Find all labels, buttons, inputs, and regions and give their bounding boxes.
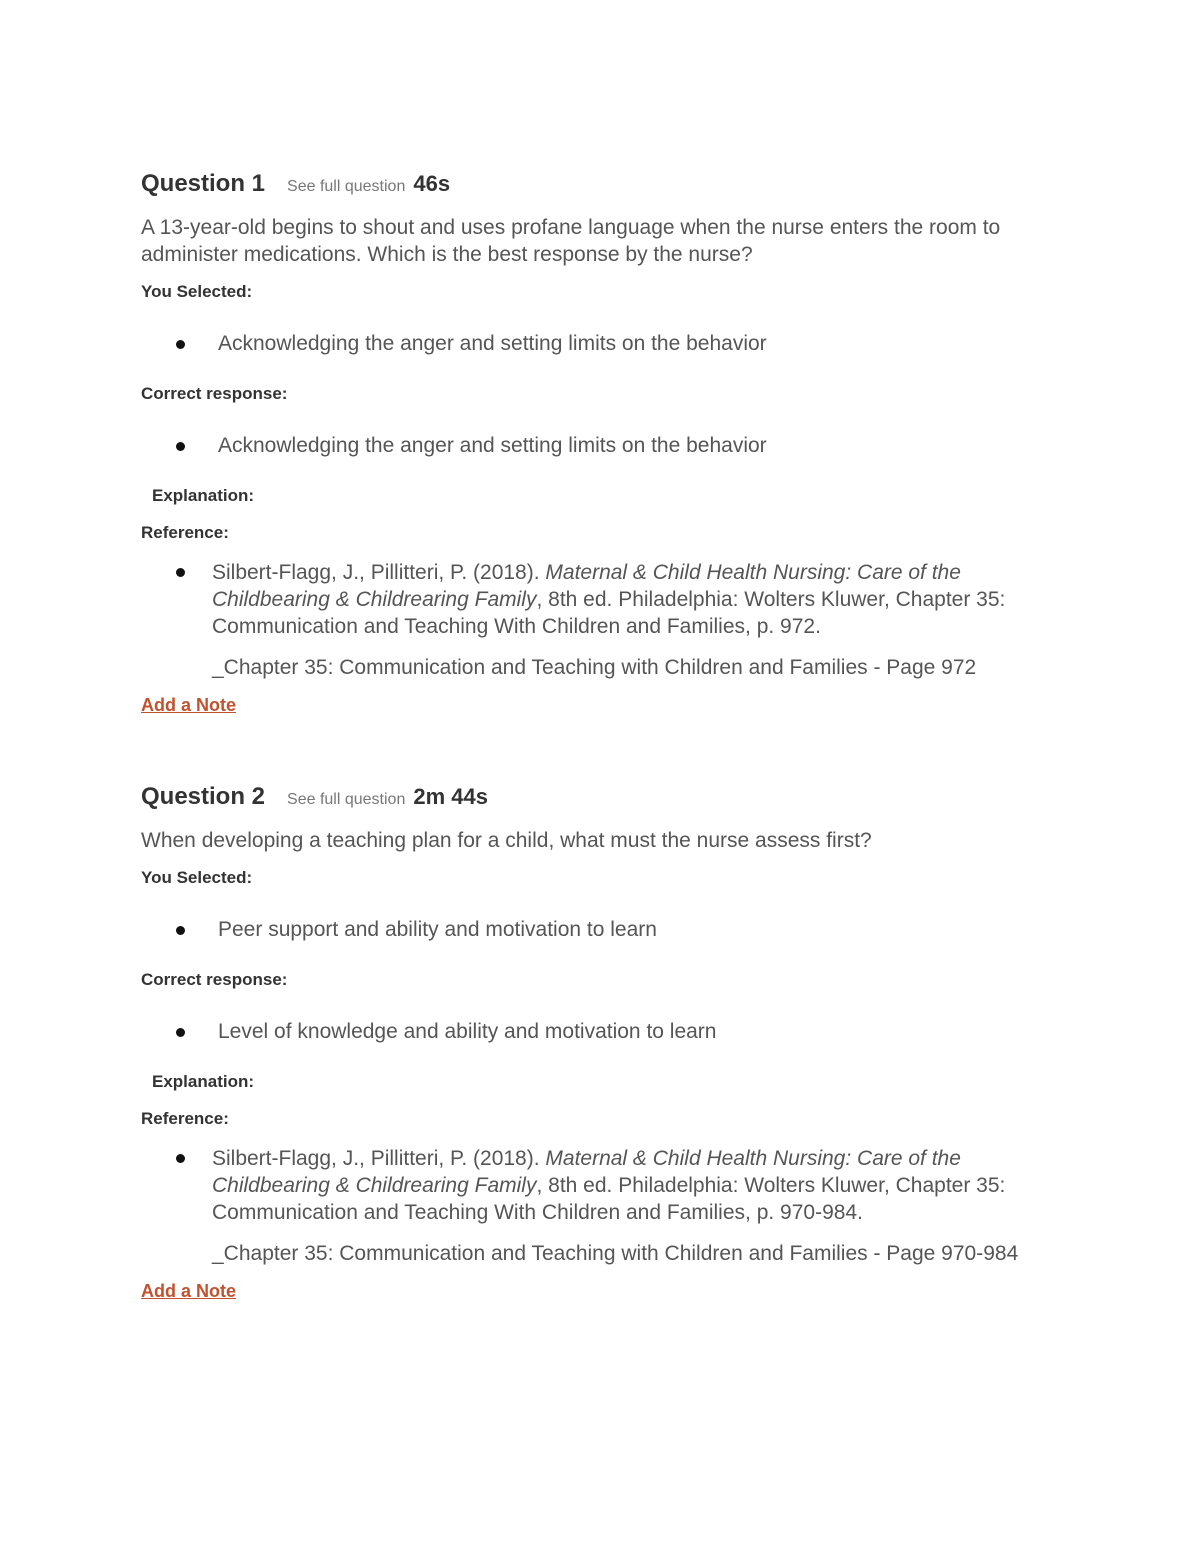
you-selected-label: You Selected: (141, 282, 253, 301)
reference-details: , 8th ed. Philadelphia: Wolters Kluwer, Chapter 35: Communication and Teaching With Children and Families, p. 970-984. (211, 1174, 1006, 1224)
correct-response-label: Correct response: (141, 384, 288, 403)
bullet-icon (176, 442, 185, 451)
explanation-label: Explanation: (152, 1072, 255, 1091)
reference-citation (212, 1145, 1061, 1226)
explanation-label: Explanation: (152, 486, 255, 505)
reference-book-title: Maternal & Child Health Nursing: Care of the Childbearing & Childrearing Family (211, 1147, 961, 1197)
reference-item (141, 1145, 1061, 1226)
add-note-link[interactable]: Add a Note (141, 695, 237, 715)
question-header (141, 783, 1061, 817)
correct-answer-text: Level of knowledge and ability and motivation to learn (218, 1020, 717, 1043)
time-spent: 46s (413, 171, 451, 196)
question-2-block (141, 783, 1061, 1383)
bullet-icon (176, 568, 185, 577)
selected-answer-item (141, 918, 1061, 942)
selected-answer-item (141, 332, 1061, 356)
correct-answer-text: Acknowledging the anger and setting limits on the behavior (218, 434, 767, 457)
reference-label: Reference: (141, 523, 229, 542)
reference-chapter: _Chapter 35: Communication and Teaching with Children and Families - Page 970-984 (212, 1242, 1019, 1265)
question-1-block (141, 170, 1061, 783)
see-full-question-link[interactable]: See full question (287, 178, 406, 195)
bullet-icon (176, 926, 185, 935)
reference-book-title: Maternal & Child Health Nursing: Care of the Childbearing & Childrearing Family (211, 561, 961, 611)
add-note-link[interactable]: Add a Note (141, 1281, 237, 1301)
reference-authors: Silbert-Flagg, J., Pillitteri, P. (2018). (211, 1147, 546, 1170)
quiz-review-page (141, 170, 1061, 1383)
question-title: Question 1 (141, 170, 266, 197)
reference-details: , 8th ed. Philadelphia: Wolters Kluwer, Chapter 35: Communication and Teaching With Children and Families, p. 972. (211, 588, 1006, 638)
reference-chapter: _Chapter 35: Communication and Teaching with Children and Families - Page 972 (212, 656, 977, 679)
reference-authors: Silbert-Flagg, J., Pillitteri, P. (2018). (211, 561, 546, 584)
selected-answer-text: Acknowledging the anger and setting limits on the behavior (218, 332, 767, 355)
question-header (141, 170, 1061, 204)
correct-answer-item (141, 1020, 1061, 1044)
time-spent: 2m 44s (413, 784, 488, 809)
reference-label: Reference: (141, 1109, 229, 1128)
bullet-icon (176, 1154, 185, 1163)
question-text: When developing a teaching plan for a child, what must the nurse assess first? (141, 829, 872, 852)
correct-response-label: Correct response: (141, 970, 288, 989)
reference-item (141, 559, 1061, 640)
question-text: A 13-year-old begins to shout and uses profane language when the nurse enters the room to administer medications. Which is the best response by the nurse? (141, 216, 1001, 266)
you-selected-label: You Selected: (141, 868, 253, 887)
correct-answer-item (141, 434, 1061, 458)
see-full-question-link[interactable]: See full question (287, 791, 406, 808)
selected-answer-text: Peer support and ability and motivation to learn (218, 918, 657, 941)
bullet-icon (176, 340, 185, 349)
reference-citation (212, 559, 1061, 640)
question-title: Question 2 (141, 783, 266, 810)
bullet-icon (176, 1028, 185, 1037)
